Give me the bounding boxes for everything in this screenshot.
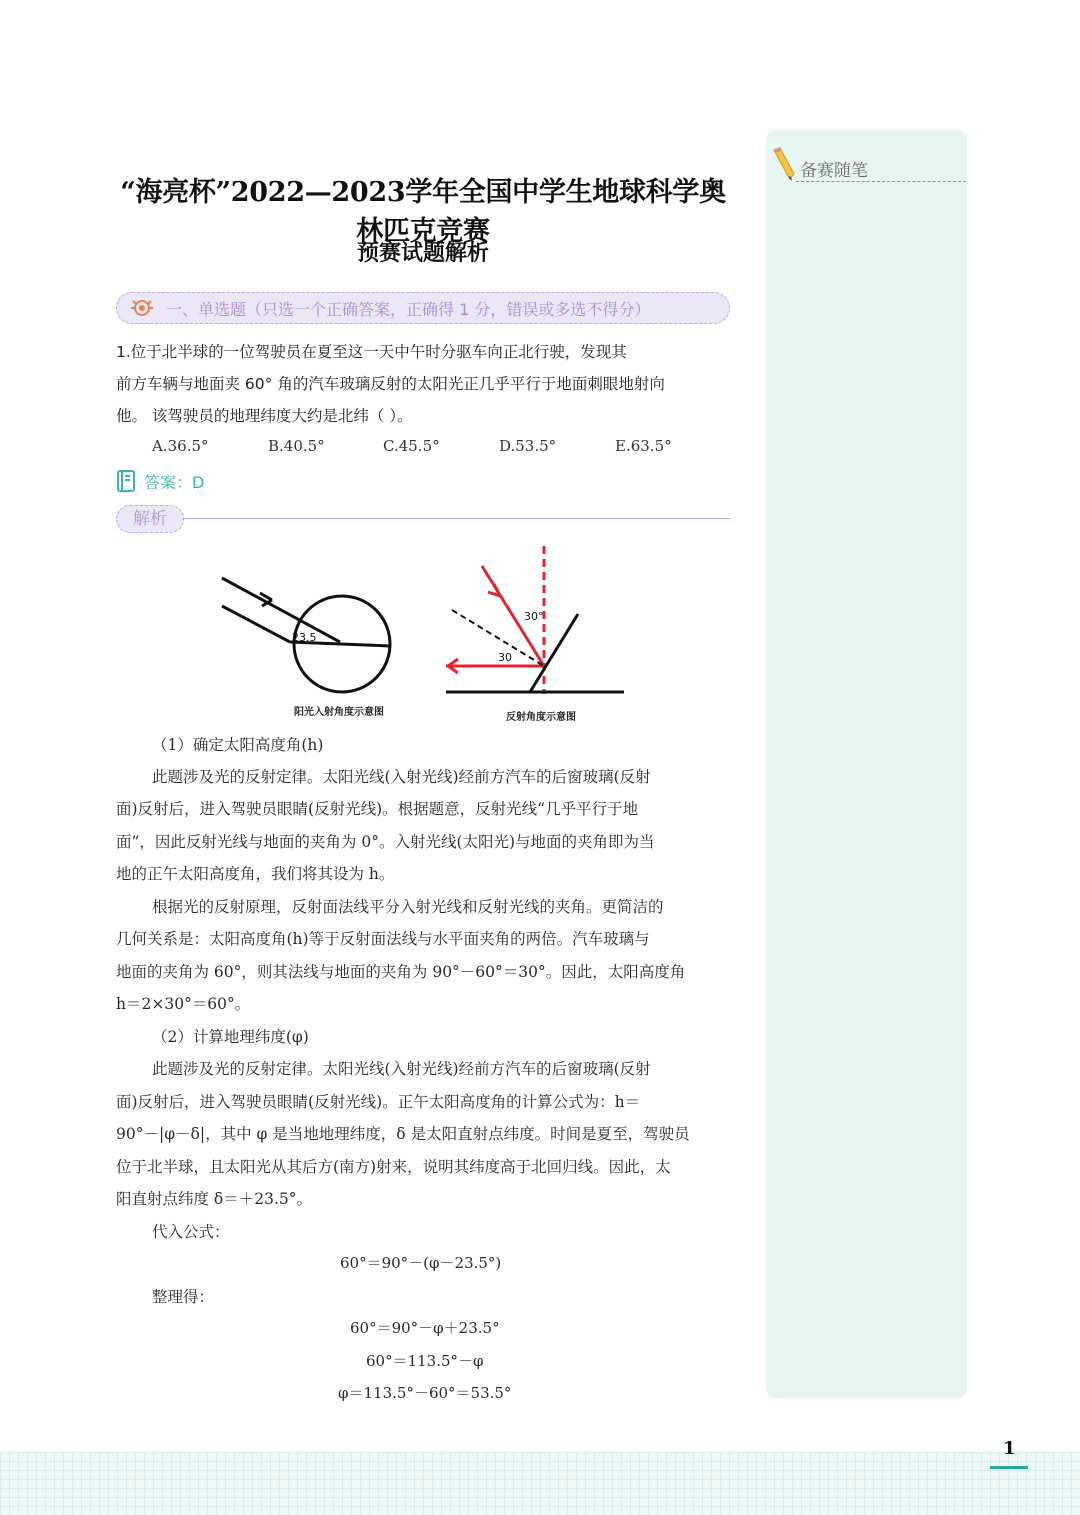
paragraph-line: 位于北半球，且太阳光从其后方(南方)射来，说明其纬度高于北回归线。因此，太 (116, 1158, 671, 1176)
equation: 60°＝90°－φ＋23.5° (350, 1319, 500, 1337)
substitute-label: 代入公式： (152, 1223, 230, 1241)
book-icon (116, 470, 136, 492)
paragraph-line: 地的正午太阳高度角，我们将其设为 h。 (116, 865, 395, 883)
analysis-label: 解析 (116, 505, 184, 533)
paragraph-line: 面)反射后，进入驾驶员眼睛(反射光线)。根据题意，反射光线“几乎平行于地 (116, 800, 639, 818)
sidebar-title: 备赛随笔 (800, 161, 868, 181)
paragraph-line: 地面的夹角为 60°，则其法线与地面的夹角为 90°－60°＝30°。因此，太阳高度角 (116, 963, 686, 981)
paragraph-line: h＝2×30°＝60°。 (116, 995, 251, 1013)
option-b: B.40.5° (268, 437, 325, 455)
incidence-angle-label: 23.5 (292, 631, 317, 644)
option-c: C.45.5° (383, 437, 440, 455)
answer-text: 答案：D (144, 473, 205, 492)
equation: 60°＝113.5°－φ (366, 1352, 484, 1370)
option-a: A.36.5° (152, 437, 209, 455)
reflection-angle-bottom-label: 30 (498, 651, 512, 664)
page-title: “海亮杯”2022—2023学年全国中学生地球科学奥林匹克竞赛 (120, 177, 726, 247)
paragraph-line: 几何关系是：太阳高度角(h)等于反射面法线与水平面夹角的两倍。汽车玻璃与 (116, 930, 650, 948)
page-number-rule (990, 1466, 1028, 1469)
bulb-icon (128, 295, 156, 321)
paragraph-line: 此题涉及光的反射定律。太阳光线(入射光线)经前方汽车的后窗玻璃(反射 (152, 1060, 651, 1078)
sunlight-incidence-diagram (206, 548, 410, 720)
question-line: 他。 该驾驶员的地理纬度大约是北纬（ ）。 (116, 407, 413, 425)
notes-sidebar (766, 130, 967, 1398)
page-subtitle: 预赛试题解析 (356, 241, 489, 266)
paragraph-line: 根据光的反射原理，反射面法线平分入射光线和反射光线的夹角。更简洁的 (152, 898, 664, 916)
page-number: 1 (1003, 1438, 1016, 1459)
paragraph-line: 阳直射点纬度 δ＝＋23.5°。 (116, 1190, 313, 1208)
left-figure-caption: 阳光入射角度示意图 (294, 707, 384, 718)
equation: φ＝113.5°－60°＝53.5° (338, 1384, 512, 1402)
paragraph-line: 面”，因此反射光线与地面的夹角为 0°。入射光线(太阳光)与地面的夹角即为当 (116, 833, 655, 851)
step2-heading: （2）计算地理纬度(φ) (152, 1028, 309, 1046)
paragraph-line: 此题涉及光的反射定律。太阳光线(入射光线)经前方汽车的后窗玻璃(反射 (152, 768, 651, 786)
sidebar-divider (796, 181, 966, 182)
question-line: 前方车辆与地面夹 60° 角的汽车玻璃反射的太阳光正几乎平行于地面刺眼地射向 (116, 375, 665, 393)
reflection-angle-diagram (440, 544, 630, 714)
option-d: D.53.5° (499, 437, 557, 455)
rearrange-label: 整理得： (152, 1288, 215, 1306)
analysis-divider (184, 518, 730, 519)
equation: 60°＝90°－(φ－23.5°) (340, 1254, 502, 1272)
reflection-angle-top-label: 30° (524, 610, 544, 623)
question-line: 1.位于北半球的一位驾驶员在夏至这一天中午时分驱车向正北行驶，发现其 (116, 343, 627, 361)
step1-heading: （1）确定太阳高度角(h) (152, 736, 324, 754)
paragraph-line: 90°－|φ－δ|，其中 φ 是当地地理纬度，δ 是太阳直射点纬度。时间是夏至，驾驶员 (116, 1125, 690, 1143)
paragraph-line: 面)反射后，进入驾驶员眼睛(反射光线)。正午太阳高度角的计算公式为：h＝ (116, 1093, 641, 1111)
section-label: 一、单选题（只选一个正确答案，正确得 1 分，错误或多选不得分） (166, 300, 651, 319)
option-e: E.63.5° (615, 437, 672, 455)
right-figure-caption: 反射角度示意图 (506, 712, 576, 723)
pencil-icon (768, 146, 798, 182)
footer-grid (0, 1452, 1080, 1515)
